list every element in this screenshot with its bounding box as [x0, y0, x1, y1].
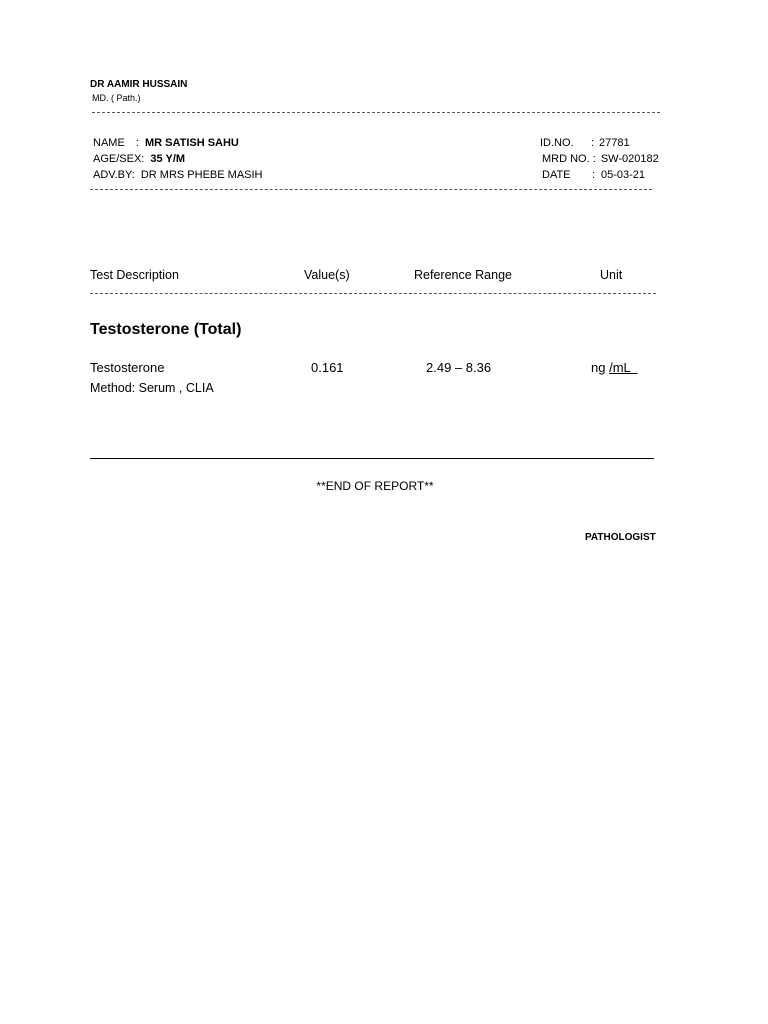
patient-age-row	[93, 153, 185, 165]
patient-id-label: ID.NO.	[540, 137, 574, 149]
patient-id-row	[540, 137, 630, 149]
header-divider-bottom	[90, 189, 652, 190]
report-end-rule	[90, 458, 654, 459]
patient-name-value: MR SATISH SAHU	[144, 137, 239, 149]
doctor-qualification: MD. ( Path.)	[92, 93, 141, 103]
patient-mrd-value: SW-020182	[600, 153, 659, 165]
patient-date-row	[542, 169, 646, 181]
patient-date-value: 05-03-21	[601, 169, 646, 181]
pathologist-signature-label: PATHOLOGIST	[585, 532, 656, 543]
result-unit	[591, 360, 638, 375]
patient-name-sep: :	[135, 137, 139, 149]
patient-adv-row	[93, 169, 263, 181]
patient-date-sep: :	[592, 169, 596, 181]
section-title: Testosterone (Total)	[90, 321, 242, 338]
result-method: Method: Serum , CLIA	[90, 381, 214, 395]
patient-id-value: 27781	[599, 137, 630, 149]
column-header-range: Reference Range	[414, 268, 512, 282]
result-reference-range: 2.49 – 8.36	[426, 360, 492, 375]
patient-date-label: DATE	[542, 169, 571, 181]
result-unit-prefix: ng	[591, 360, 610, 375]
patient-age-label: AGE/SEX:	[93, 153, 145, 165]
patient-mrd-label: MRD NO. :	[542, 153, 596, 165]
header-divider-top	[92, 112, 660, 113]
patient-age-value: 35 Y/M	[150, 153, 186, 165]
patient-mrd-row	[542, 153, 659, 165]
result-unit-underlined: /mL	[609, 360, 638, 375]
result-test-name: Testosterone	[90, 360, 165, 375]
patient-adv-label: ADV.BY:	[93, 169, 135, 181]
patient-name-row	[93, 137, 239, 149]
patient-name-label: NAME	[93, 137, 125, 149]
column-header-value: Value(s)	[304, 268, 350, 282]
doctor-name: DR AAMIR HUSSAIN	[90, 79, 188, 90]
patient-adv-value: DR MRS PHEBE MASIH	[140, 169, 263, 181]
table-header-divider	[90, 293, 656, 294]
patient-id-sep: :	[591, 137, 595, 149]
result-value: 0.161	[311, 360, 344, 375]
column-header-unit: Unit	[600, 268, 623, 282]
column-header-description: Test Description	[90, 268, 179, 282]
end-of-report: **END OF REPORT**	[316, 479, 434, 493]
